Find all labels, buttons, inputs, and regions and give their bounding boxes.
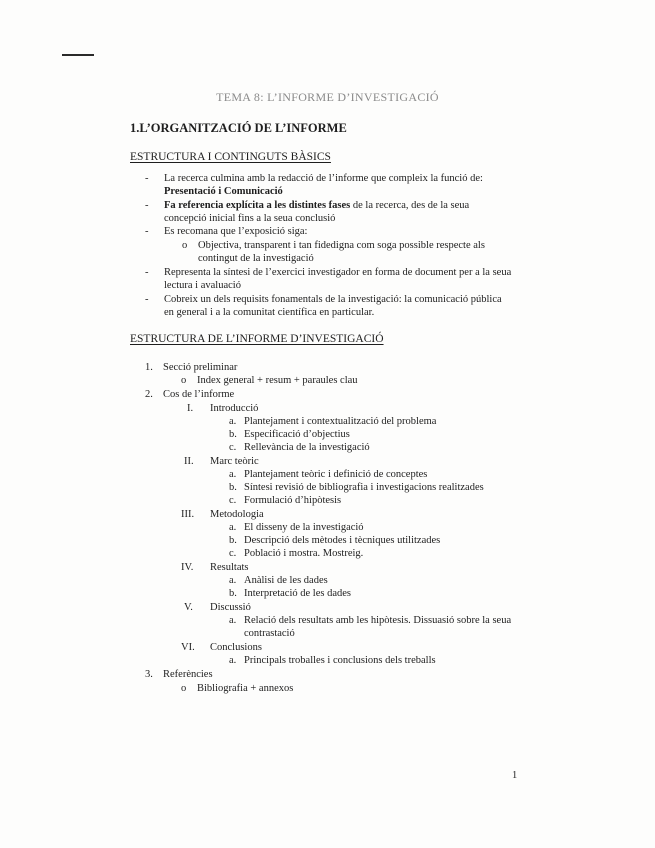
letter-marker: c. <box>229 442 237 453</box>
roman-numeral: V. <box>184 602 193 613</box>
list-item: El disseny de la investigació <box>244 522 364 533</box>
letter-marker: b. <box>229 482 237 493</box>
roman-numeral: I. <box>187 403 194 414</box>
list-item-cos-informe: Cos de l’informe <box>163 389 235 400</box>
list-item: Rellevància de la investigació <box>244 442 370 453</box>
bullet-4-line-1: Representa la síntesi de l’exercici investigador en forma de document per a la seua <box>164 267 512 278</box>
list-item-conclusions: Conclusions <box>210 642 262 653</box>
bullet-marker: - <box>145 294 149 305</box>
list-item: Formulació d’hipòtesis <box>244 495 342 506</box>
sub-bullet-marker: o <box>181 375 187 386</box>
bullet-marker: - <box>145 267 149 278</box>
list-item-metodologia: Metodologia <box>210 509 264 520</box>
letter-marker: a. <box>229 615 237 626</box>
list-item: Plantejament i contextualització del problema <box>244 416 437 427</box>
list-item-referencies: Referències <box>163 669 213 680</box>
list-item-continuation: contrastació <box>244 628 295 639</box>
bullet-marker: - <box>145 173 149 184</box>
bullet-2-line-1 <box>164 199 469 212</box>
list-item: Principals troballes i conclusions dels treballs <box>244 655 436 666</box>
sub-bullet-marker: o <box>182 240 188 251</box>
bullet-2-text: de la recerca, des de la seua <box>350 200 470 211</box>
letter-marker: b. <box>229 429 237 440</box>
list-item: Interpretació de les dades <box>244 588 351 599</box>
letter-marker: a. <box>229 655 237 666</box>
letter-marker: b. <box>229 535 237 546</box>
subheading-estructura-continguts: ESTRUCTURA I CONTINGUTS BÀSICS <box>130 151 331 163</box>
list-item: Relació dels resultats amb les hipòtesis. Dissuasió sobre la seua <box>244 615 512 626</box>
list-item: Població i mostra. Mostreig. <box>244 548 364 559</box>
document-title: TEMA 8: L’INFORME D’INVESTIGACIÓ <box>216 90 439 104</box>
roman-numeral: IV. <box>181 562 194 573</box>
bullet-2-bold-text: Fa referencia explícita a les distintes fases <box>164 200 351 211</box>
bullet-marker: - <box>145 200 149 211</box>
list-item-marc-teoric: Marc teòric <box>210 456 259 467</box>
bullet-3-sub-line-2: contingut de la investigació <box>198 253 314 264</box>
section-heading: 1.L’ORGANITZACIÓ DE L’INFORME <box>130 121 347 135</box>
letter-marker: a. <box>229 575 237 586</box>
bullet-1-line-1: La recerca culmina amb la redacció de l’informe que compleix la funció de: <box>164 173 483 184</box>
letter-marker: c. <box>229 495 237 506</box>
sub-bullet-marker: o <box>181 683 187 694</box>
list-item: Especificació d’objectius <box>244 429 350 440</box>
bullet-2-line-2: concepció inicial fins a la seua conclusió <box>164 213 336 224</box>
letter-marker: b. <box>229 588 237 599</box>
letter-marker: a. <box>229 469 237 480</box>
roman-numeral: II. <box>184 456 194 467</box>
list-item-index-general: Index general + resum + paraules clau <box>197 375 358 386</box>
letter-marker: a. <box>229 416 237 427</box>
bullet-1-line-2: Presentació i Comunicació <box>164 186 283 197</box>
bullet-4-line-2: lectura i avaluació <box>164 280 241 291</box>
list-item: Anàlisi de les dades <box>244 575 328 586</box>
list-number: 3. <box>145 669 153 680</box>
bullet-marker: - <box>145 226 149 237</box>
letter-marker: a. <box>229 522 237 533</box>
corner-mark <box>62 54 94 56</box>
bullet-5-line-1: Cobreix un dels requisits fonamentals de la investigació: la comunicació pública <box>164 294 502 305</box>
list-number: 2. <box>145 389 153 400</box>
list-item-discussio: Discussió <box>210 602 251 613</box>
bullet-3: Es recomana que l’exposició siga: <box>164 226 308 237</box>
list-item-resultats: Resultats <box>210 562 249 573</box>
list-item-introduccio: Introducció <box>210 403 259 414</box>
roman-numeral: III. <box>181 509 195 520</box>
bullet-5-line-2: en general i a la comunitat científica en particular. <box>164 307 375 318</box>
subheading-estructura-informe: ESTRUCTURA DE L’INFORME D’INVESTIGACIÓ <box>130 333 384 345</box>
list-item: Descripció dels mètodes i tècniques utilitzades <box>244 535 441 546</box>
page-number: 1 <box>512 770 518 781</box>
list-item: Plantejament teòric i definició de conceptes <box>244 469 428 480</box>
list-item-bibliografia: Bibliografia + annexos <box>197 683 294 694</box>
list-item: Síntesi revisió de bibliografia i investigacions realitzades <box>244 482 484 493</box>
list-number: 1. <box>145 362 153 373</box>
letter-marker: c. <box>229 548 237 559</box>
roman-numeral: VI. <box>181 642 195 653</box>
list-item-seccio-preliminar: Secció preliminar <box>163 362 238 373</box>
bullet-3-sub-line-1: Objectiva, transparent i tan fidedigna com soga possible respecte als <box>198 240 485 251</box>
